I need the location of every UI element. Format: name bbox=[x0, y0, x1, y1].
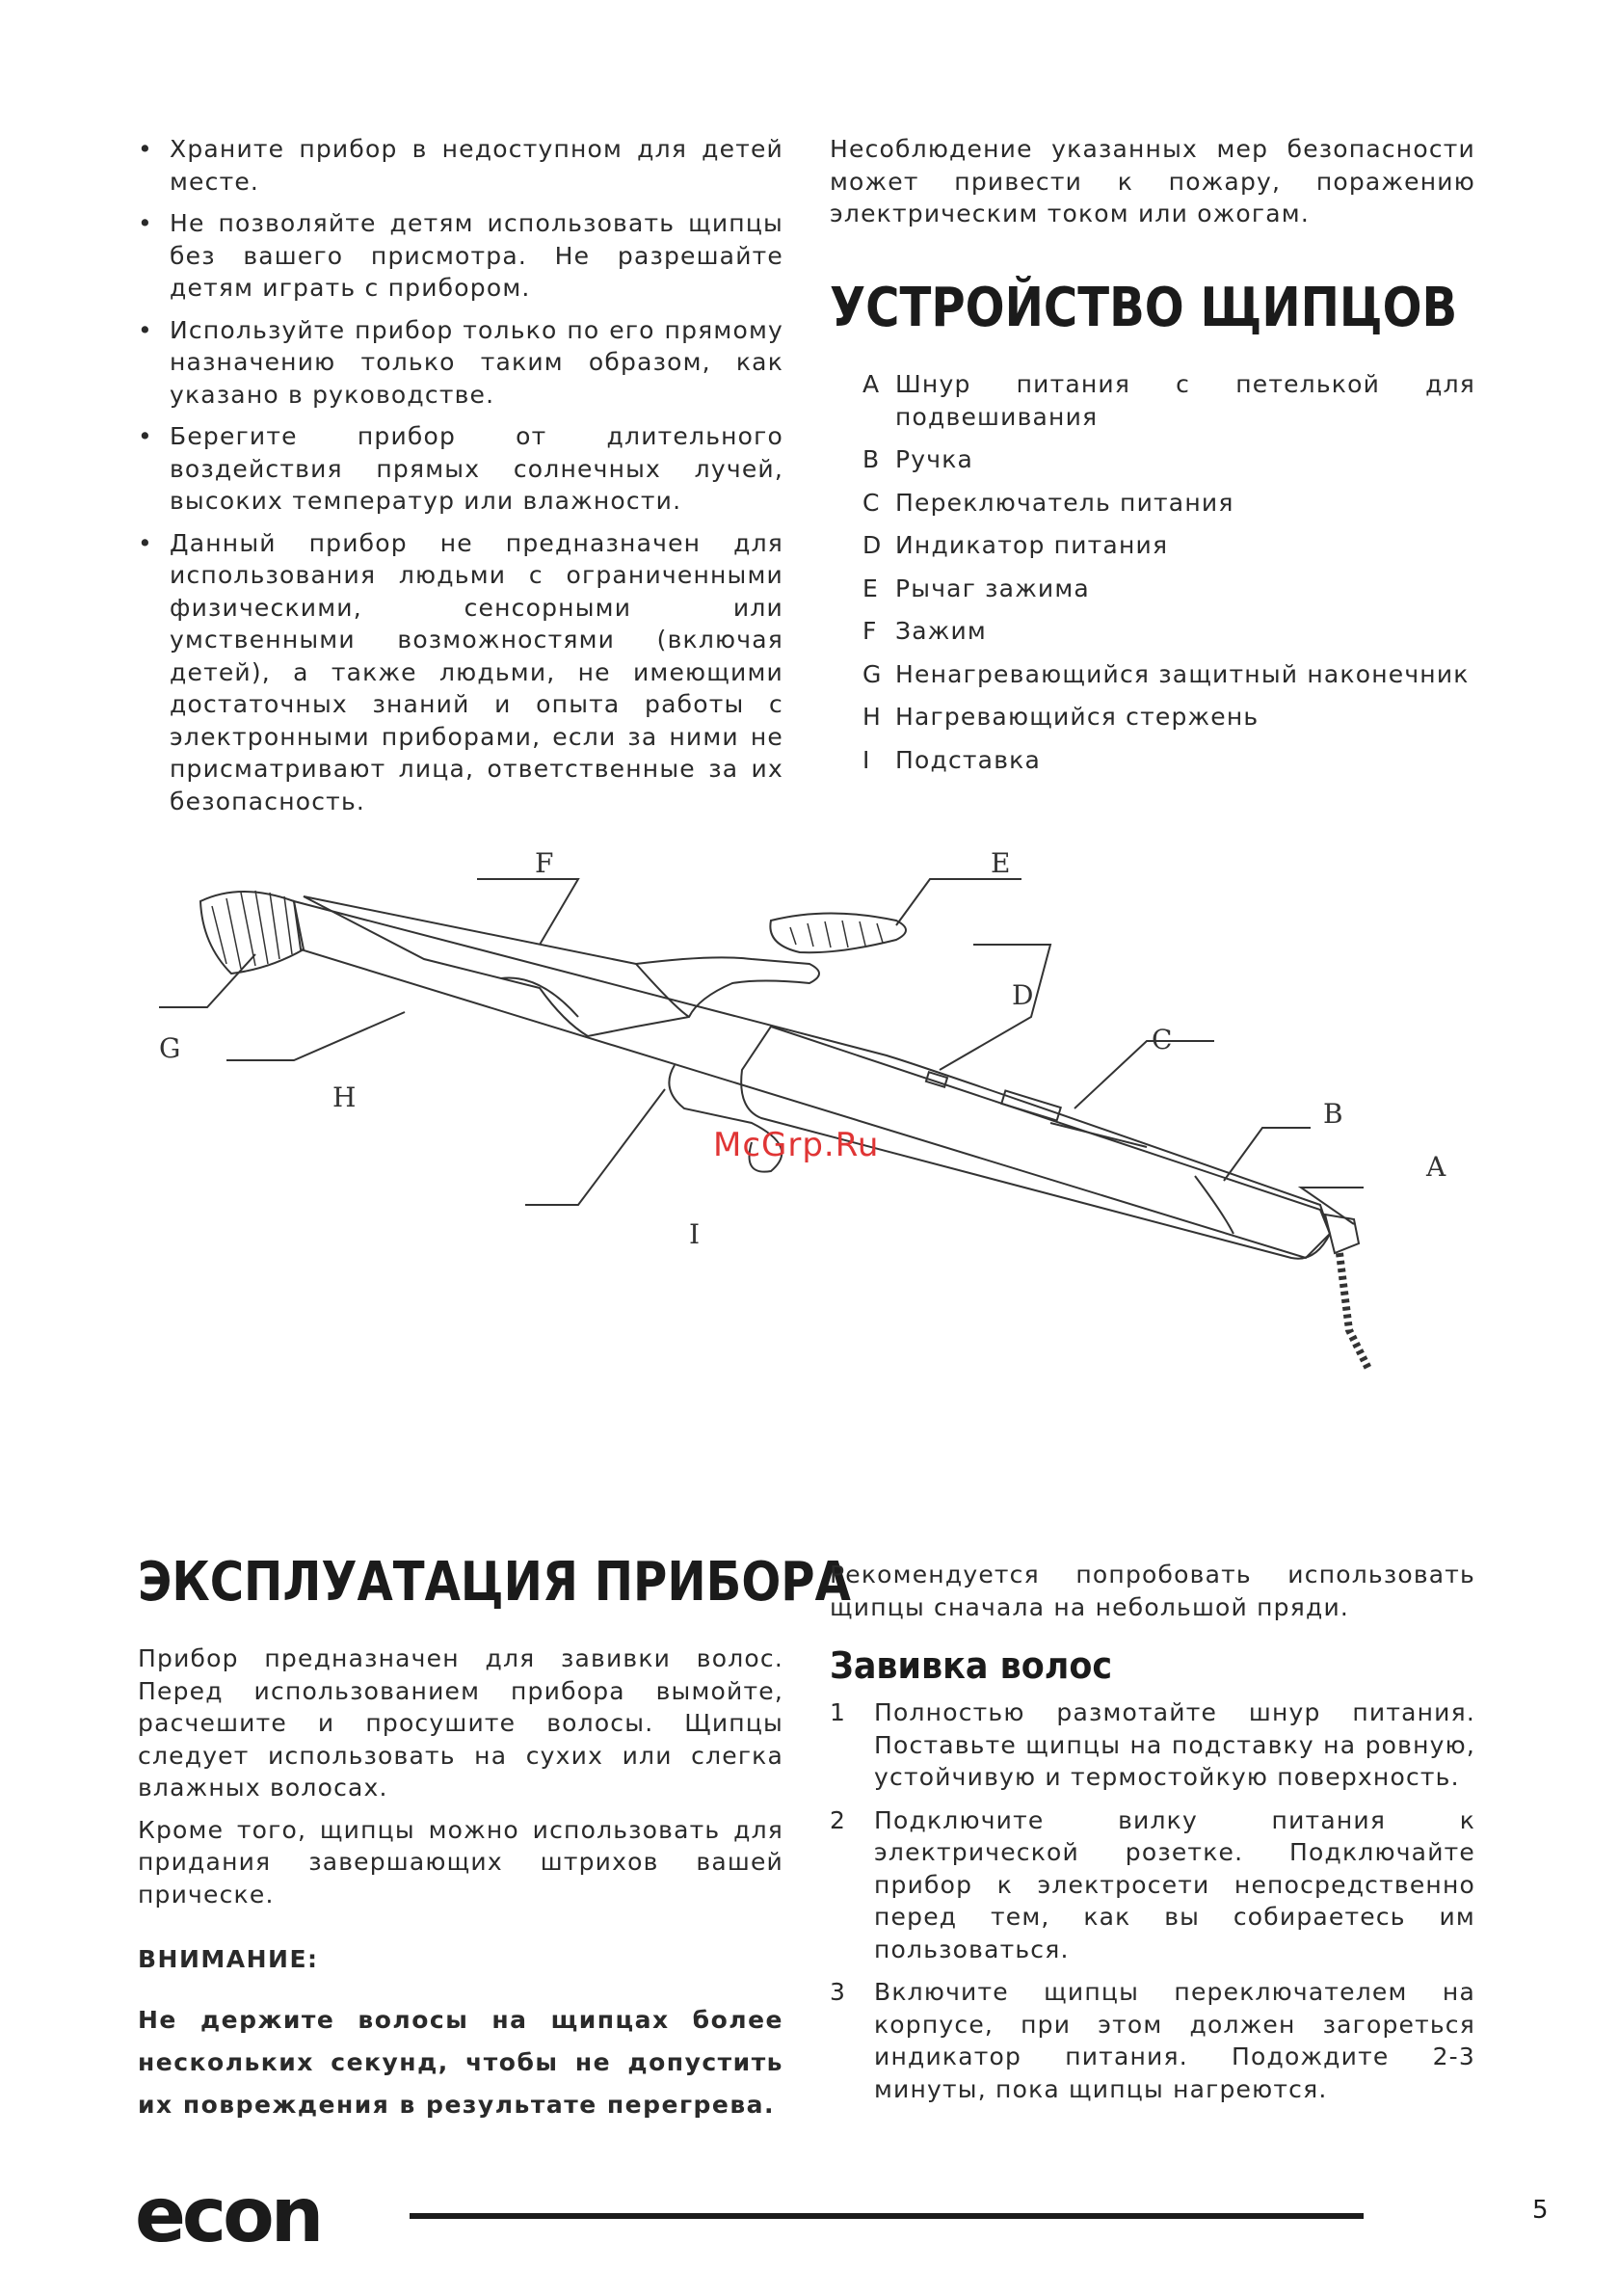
curling-column bbox=[830, 1559, 1475, 2116]
safety-bullet: • Храните прибор в недоступном для детей месте. bbox=[138, 133, 783, 198]
diagram-label-b: B bbox=[1323, 1098, 1343, 1130]
step-number: 3 bbox=[830, 1978, 847, 2006]
part-letter: B bbox=[862, 445, 881, 473]
part-item bbox=[862, 487, 1475, 520]
diagram-label-h: H bbox=[332, 1081, 357, 1113]
usage-paragraph: Прибор предназначен для завивки волос. Перед использованием прибора вымойте, расчешите и просушите волосы. Щипцы следует использовать на сухих или слегка влажных волосах. bbox=[138, 1644, 783, 1802]
parts-list bbox=[862, 368, 1475, 776]
usage-column bbox=[138, 1642, 783, 2126]
diagram-label-d: D bbox=[1012, 979, 1034, 1011]
part-label: Индикатор питания bbox=[895, 531, 1169, 559]
diagram-label-g: G bbox=[159, 1032, 181, 1064]
part-item bbox=[862, 658, 1475, 691]
diagram-label-f: F bbox=[535, 847, 554, 879]
lever-shape bbox=[770, 914, 906, 953]
part-item bbox=[862, 368, 1475, 433]
step-text: Полностью размотайте шнур питания. Поставьте щипцы на подставку на ровную, устойчивую и термостойкую поверхность. bbox=[874, 1698, 1475, 1791]
barrel-shape bbox=[294, 901, 1330, 1258]
part-letter: G bbox=[862, 659, 883, 688]
curling-step bbox=[830, 1976, 1475, 2105]
usage-title: ЭКСПЛУАТАЦИЯ ПРИБОРА bbox=[138, 1551, 851, 1614]
curling-step bbox=[830, 1696, 1475, 1794]
part-letter: C bbox=[862, 488, 881, 517]
step-number: 1 bbox=[830, 1698, 847, 1726]
part-label: Ручка bbox=[895, 445, 974, 473]
diagram-label-c: C bbox=[1152, 1024, 1173, 1055]
footer-rule bbox=[410, 2213, 1364, 2219]
tip-shape bbox=[200, 892, 304, 974]
usage-paragraph: Кроме того, щипцы можно использовать для придания завершающих штрихов вашей прическе. bbox=[138, 1815, 783, 1909]
safety-column bbox=[138, 133, 783, 827]
part-item bbox=[862, 573, 1475, 605]
safety-bullet: • Не позволяйте детям использовать щипцы без вашего присмотра. Не разрешайте детям играть с прибором. bbox=[138, 207, 783, 305]
part-label: Нагревающийся стержень bbox=[895, 703, 1260, 731]
part-label: Рычаг зажима bbox=[895, 574, 1090, 602]
step-text: Включите щипцы переключателем на корпусе, при этом должен загореться индикатор питания. Подождите 2-3 минуты, пока щипцы нагреются. bbox=[874, 1978, 1475, 2103]
part-letter: H bbox=[862, 703, 882, 731]
part-label: Зажим bbox=[895, 617, 987, 645]
part-label: Ненагревающийся защитный наконечник bbox=[895, 659, 1470, 688]
diagram-label-a: A bbox=[1426, 1151, 1446, 1183]
part-letter: F bbox=[862, 617, 878, 645]
part-item bbox=[862, 615, 1475, 648]
curling-iron-diagram bbox=[135, 829, 1503, 1407]
diagram-label-e: E bbox=[991, 847, 1011, 879]
watermark: McGrp.Ru bbox=[713, 1126, 880, 1164]
safety-bullet: • Используйте прибор только по его прямому назначению только таким образом, как указано в руководстве. bbox=[138, 314, 783, 412]
clamp-shape bbox=[304, 896, 819, 1036]
safety-note-column bbox=[830, 133, 1475, 240]
part-item bbox=[862, 701, 1475, 734]
econ-logo bbox=[135, 2183, 376, 2251]
step-text: Подключите вилку питания к электрической розетке. Подключайте прибор к электросети непосредственно перед тем, как вы собираетесь им пользоваться. bbox=[874, 1805, 1475, 1963]
curling-title: Завивка волос bbox=[830, 1644, 1113, 1687]
page-number: 5 bbox=[1532, 2196, 1549, 2225]
curling-step bbox=[830, 1804, 1475, 1966]
recommendation-text: Рекомендуется попробовать использовать щипцы сначала на небольшой пряди. bbox=[830, 1561, 1475, 1621]
part-item bbox=[862, 744, 1475, 777]
part-label: Шнур питания с петелькой для подвешивания bbox=[895, 370, 1475, 431]
part-letter: D bbox=[862, 531, 883, 559]
part-label: Подставка bbox=[895, 745, 1041, 774]
safety-warning-note: Несоблюдение указанных мер безопасности может привести к пожару, поражению электрическим током или ожогам. bbox=[830, 135, 1475, 227]
device-title: УСТРОЙСТВО ЩИПЦОВ bbox=[830, 277, 1458, 339]
svg-text:econ: econ bbox=[135, 2183, 321, 2251]
part-letter: I bbox=[862, 745, 871, 774]
part-letter: E bbox=[862, 574, 879, 602]
diagram-label-i: I bbox=[689, 1218, 701, 1250]
attention-label: ВНИМАНИЕ: bbox=[138, 1945, 319, 1973]
curling-steps bbox=[830, 1696, 1475, 2105]
part-letter: A bbox=[862, 370, 881, 398]
safety-list bbox=[138, 133, 783, 817]
cord-shape bbox=[1339, 1253, 1368, 1369]
step-number: 2 bbox=[830, 1805, 847, 1834]
parts-column bbox=[862, 368, 1475, 787]
attention-text: Не держите волосы на щипцах более нескольких секунд, чтобы не допустить их повреждения в результате перегрева. bbox=[138, 2005, 783, 2119]
part-item bbox=[862, 443, 1475, 476]
safety-bullet: • Берегите прибор от длительного воздействия прямых солнечных лучей, высоких температур или влажности. bbox=[138, 420, 783, 518]
part-label: Переключатель питания bbox=[895, 488, 1234, 517]
part-item bbox=[862, 529, 1475, 562]
power-switch-shape bbox=[1001, 1091, 1060, 1121]
safety-bullet: • Данный прибор не предназначен для использования людьми с ограниченными физическими, сенсорными или умственными возможностями (включая детей), а также людьми, не имеющими достаточных знаний и опыта работы с электронными приборами, если за ними не присматривают лица, ответственные за их безопасность. bbox=[138, 527, 783, 818]
